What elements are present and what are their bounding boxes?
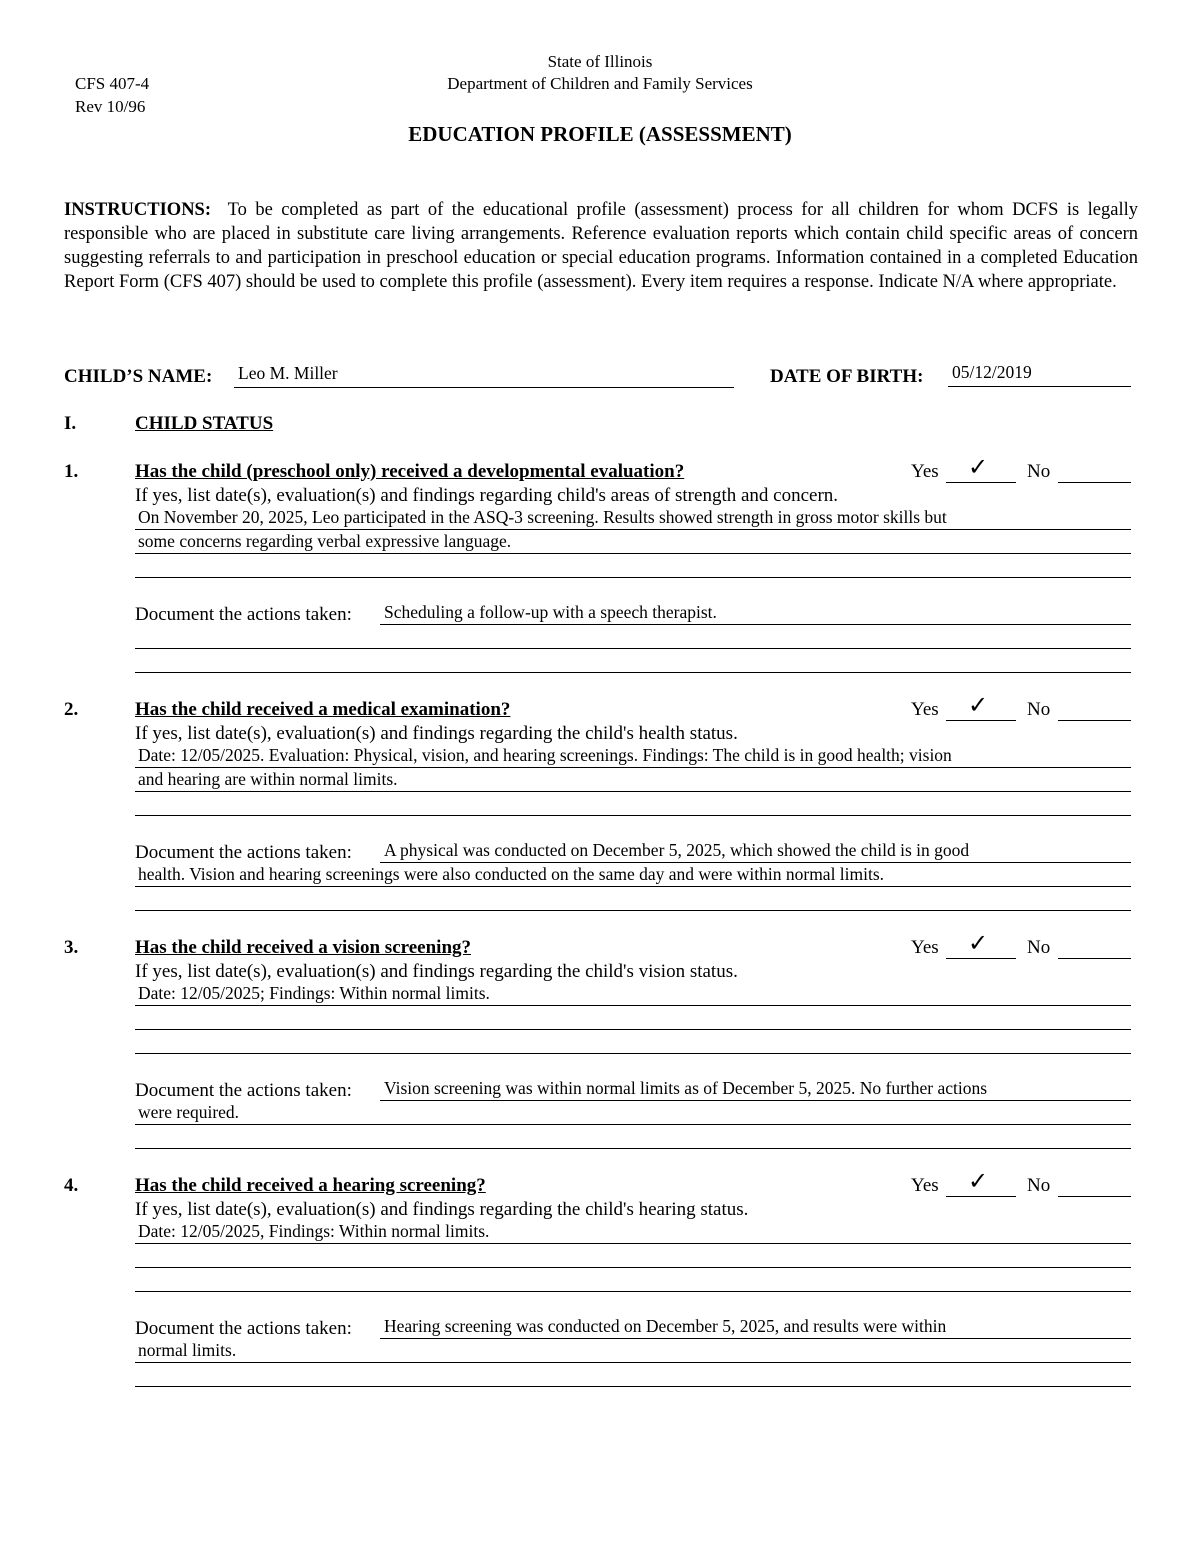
- yes-answer-line[interactable]: [946, 1196, 1016, 1197]
- no-label: No: [1027, 699, 1051, 720]
- actions-label: Document the actions taken:: [135, 604, 352, 625]
- question-subprompt: If yes, list date(s), evaluation(s) and findings regarding child's areas of strength and concern.: [135, 485, 839, 506]
- question-title: Has the child received a vision screening?: [135, 937, 472, 958]
- question-title: Has the child (preschool only) received a developmental evaluation?: [135, 461, 685, 482]
- yes-label: Yes: [911, 937, 939, 958]
- findings-line: [135, 1267, 1131, 1268]
- findings-text[interactable]: some concerns regarding verbal expressive language.: [138, 531, 512, 551]
- no-answer-line[interactable]: [1058, 1196, 1131, 1197]
- actions-line: [135, 910, 1131, 911]
- findings-text[interactable]: Date: 12/05/2025; Findings: Within normal limits.: [138, 983, 490, 1003]
- yes-check-icon: ✓: [968, 455, 989, 481]
- actions-label: Document the actions taken:: [135, 1318, 352, 1339]
- actions-line: [380, 624, 1131, 625]
- no-label: No: [1027, 461, 1051, 482]
- actions-text[interactable]: health. Vision and hearing screenings were also conducted on the same day and were within normal limits.: [138, 864, 885, 884]
- actions-text[interactable]: Scheduling a follow-up with a speech therapist.: [384, 602, 717, 622]
- findings-line: [135, 1053, 1131, 1054]
- yes-check-icon: ✓: [968, 931, 989, 957]
- yes-check-icon: ✓: [968, 1169, 989, 1195]
- no-label: No: [1027, 1175, 1051, 1196]
- actions-line: [135, 1362, 1131, 1363]
- question-title: Has the child received a hearing screening?: [135, 1175, 486, 1196]
- actions-text[interactable]: normal limits.: [138, 1340, 237, 1360]
- child-name-label: CHILD’S NAME:: [64, 366, 213, 387]
- question-subprompt: If yes, list date(s), evaluation(s) and findings regarding the child's vision status.: [135, 961, 738, 982]
- actions-line: [135, 886, 1131, 887]
- state-name: State of Illinois: [547, 52, 653, 71]
- actions-line: [135, 672, 1131, 673]
- dob-field[interactable]: 05/12/2019: [952, 362, 1032, 382]
- section-number: I.: [64, 413, 77, 434]
- findings-line: [135, 529, 1131, 530]
- instructions-label: INSTRUCTIONS:: [64, 200, 212, 220]
- question-number: 2.: [64, 699, 79, 720]
- findings-line: [135, 791, 1131, 792]
- form-number: CFS 407-4: [75, 74, 150, 93]
- department-name: Department of Children and Family Services: [447, 74, 753, 93]
- instructions: [64, 198, 1138, 294]
- question-subprompt: If yes, list date(s), evaluation(s) and findings regarding the child's hearing status.: [135, 1199, 749, 1220]
- findings-line: [135, 1005, 1131, 1006]
- findings-line: [135, 815, 1131, 816]
- yes-label: Yes: [911, 461, 939, 482]
- yes-label: Yes: [911, 1175, 939, 1196]
- no-answer-line[interactable]: [1058, 720, 1131, 721]
- actions-line: [135, 1386, 1131, 1387]
- section-title: CHILD STATUS: [135, 413, 274, 434]
- yes-answer-line[interactable]: [946, 958, 1016, 959]
- yes-label: Yes: [911, 699, 939, 720]
- actions-text[interactable]: Vision screening was within normal limits as of December 5, 2025. No further actions: [384, 1078, 988, 1098]
- dob-underline: [948, 386, 1131, 387]
- actions-line: [380, 1100, 1131, 1101]
- actions-text[interactable]: were required.: [138, 1102, 240, 1122]
- findings-line: [135, 577, 1131, 578]
- question-number: 4.: [64, 1175, 79, 1196]
- actions-label: Document the actions taken:: [135, 842, 352, 863]
- findings-line: [135, 1243, 1131, 1244]
- yes-answer-line[interactable]: [946, 720, 1016, 721]
- findings-text[interactable]: and hearing are within normal limits.: [138, 769, 398, 789]
- actions-text[interactable]: Hearing screening was conducted on December 5, 2025, and results were within: [384, 1316, 947, 1336]
- actions-label: Document the actions taken:: [135, 1080, 352, 1101]
- question-number: 3.: [64, 937, 79, 958]
- page-title: EDUCATION PROFILE (ASSESSMENT): [408, 122, 792, 146]
- question-number: 1.: [64, 461, 79, 482]
- findings-line: [135, 1029, 1131, 1030]
- findings-text[interactable]: Date: 12/05/2025. Evaluation: Physical, vision, and hearing screenings. Findings: The child is in good health; vision: [138, 745, 952, 765]
- question-subprompt: If yes, list date(s), evaluation(s) and findings regarding the child's health status.: [135, 723, 738, 744]
- yes-check-icon: ✓: [968, 693, 989, 719]
- actions-line: [135, 1148, 1131, 1149]
- findings-line: [135, 767, 1131, 768]
- findings-line: [135, 553, 1131, 554]
- findings-text[interactable]: On November 20, 2025, Leo participated in the ASQ-3 screening. Results showed strength in gross motor skills but: [138, 507, 947, 527]
- question-title: Has the child received a medical examination?: [135, 699, 511, 720]
- child-name-underline: [234, 387, 734, 388]
- actions-line: [135, 648, 1131, 649]
- instructions-text: To be completed as part of the educational profile (assessment) process for all children for whom DCFS is legally responsible who are placed in substitute care living arrangements. Reference evaluation reports which contain child specific areas of concern suggesting referrals to and participation in preschool education or special education programs. Information contained in a completed Education Report Form (CFS 407) should be used to complete this profile (assessment). Every item requires a response. Indicate N/A where appropriate.: [64, 200, 1138, 292]
- no-label: No: [1027, 937, 1051, 958]
- findings-text[interactable]: Date: 12/05/2025, Findings: Within normal limits.: [138, 1221, 490, 1241]
- child-name-field[interactable]: Leo M. Miller: [238, 363, 338, 383]
- yes-answer-line[interactable]: [946, 482, 1016, 483]
- actions-line: [380, 1338, 1131, 1339]
- actions-text[interactable]: A physical was conducted on December 5, 2025, which showed the child is in good: [384, 840, 970, 860]
- actions-line: [135, 1124, 1131, 1125]
- form-revision: Rev 10/96: [75, 97, 146, 116]
- actions-line: [380, 862, 1131, 863]
- no-answer-line[interactable]: [1058, 482, 1131, 483]
- dob-label: DATE OF BIRTH:: [770, 366, 924, 387]
- no-answer-line[interactable]: [1058, 958, 1131, 959]
- findings-line: [135, 1291, 1131, 1292]
